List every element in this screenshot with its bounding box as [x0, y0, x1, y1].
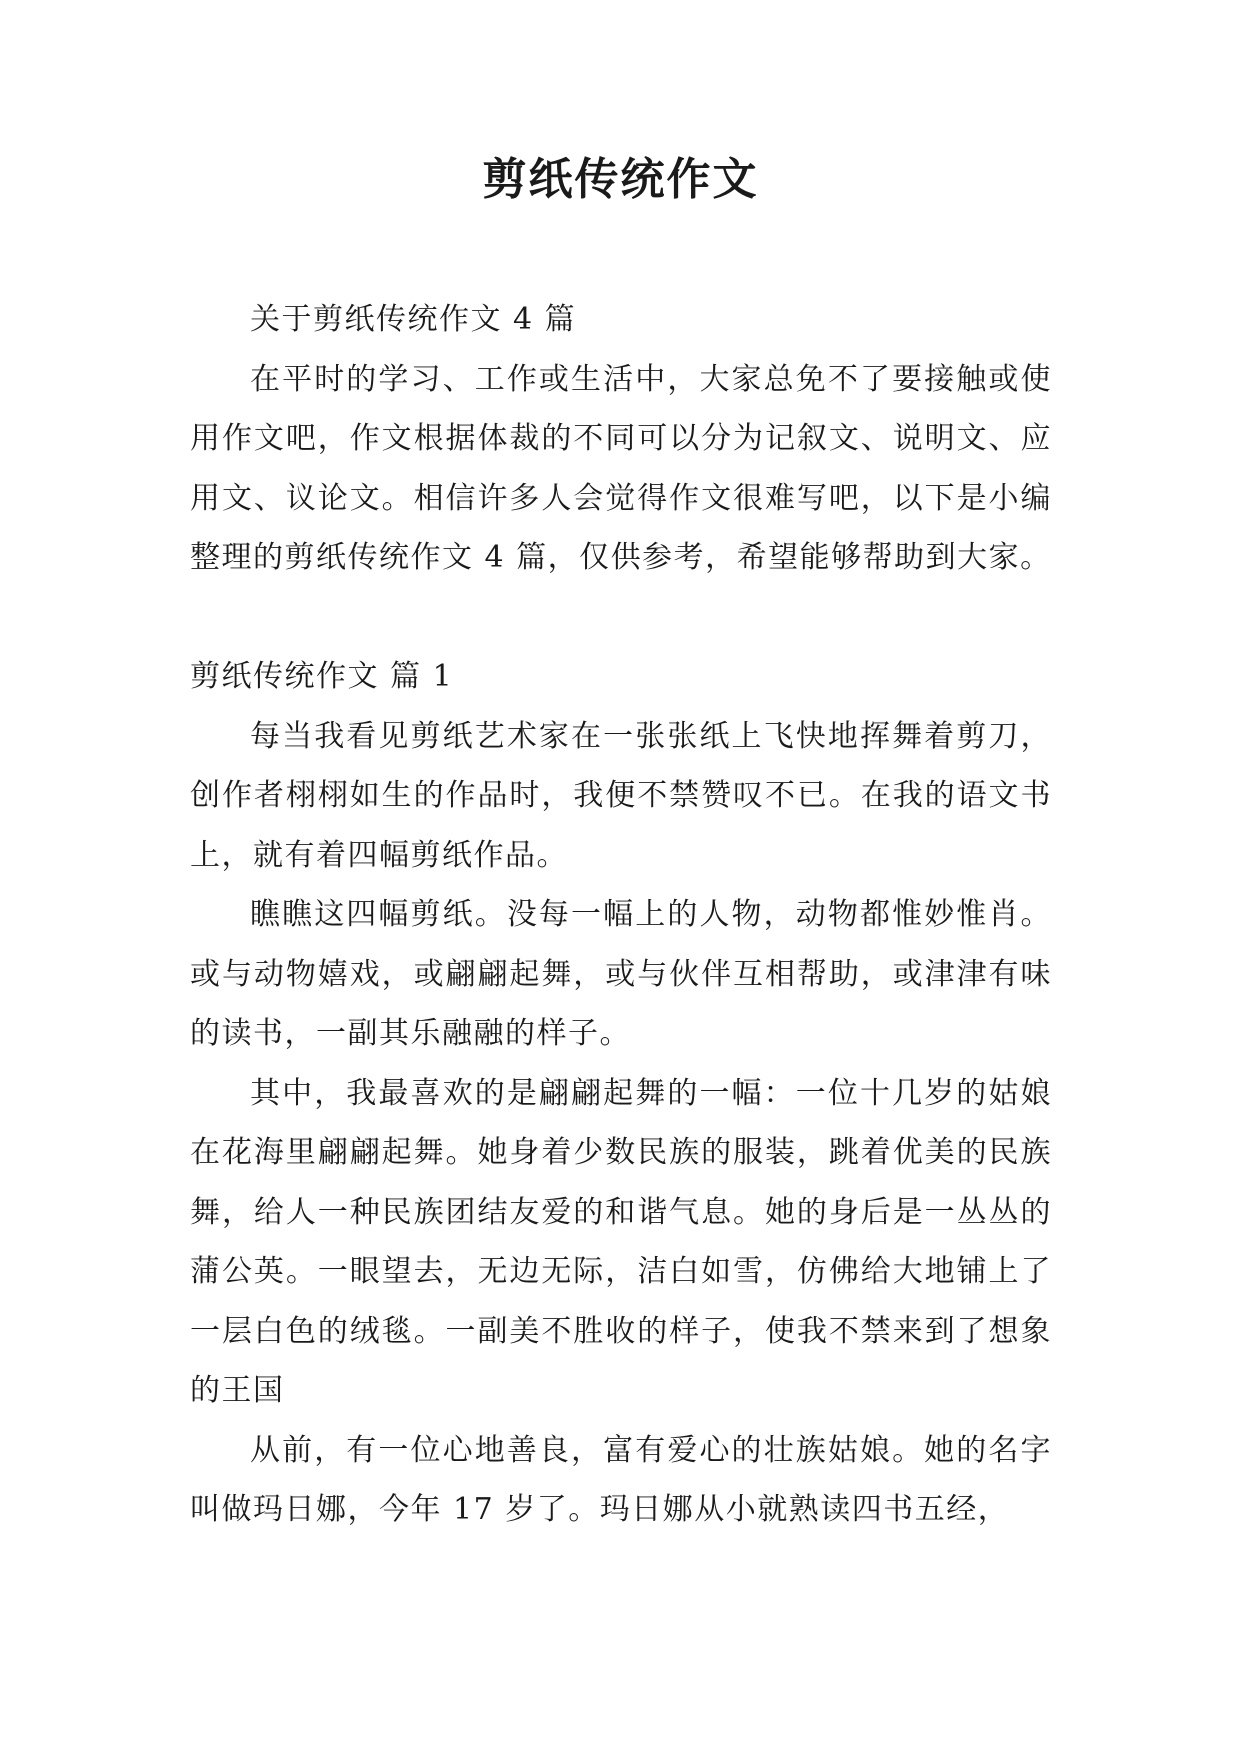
document-body	[190, 290, 1052, 1540]
page-title: 剪纸传统作文	[482, 154, 759, 205]
paragraph: 从前，有一位心地善良，富有爱心的壮族姑娘。她的名字叫做玛日娜，今年 17 岁了。玛日娜从小就熟读四书五经，	[190, 1432, 1052, 1527]
section-heading: 剪纸传统作文 篇 1	[190, 659, 454, 694]
paragraph: 其中，我最喜欢的是翩翩起舞的一幅：一位十几岁的姑娘在花海里翩翩起舞。她身着少数民族的服装，跳着优美的民族舞，给人一种民族团结友爱的和谐气息。她的身后是一丛丛的蒲公英。一眼望去，无边无际，洁白如雪，仿佛给大地铺上了一层白色的绒毯。一副美不胜收的样子，使我不禁来到了想象的王国	[190, 1075, 1052, 1408]
intro-heading: 关于剪纸传统作文 4 篇	[250, 302, 577, 337]
paragraph: 每当我看见剪纸艺术家在一张张纸上飞快地挥舞着剪刀，创作者栩栩如生的作品时，我便不禁赞叹不已。在我的语文书上，就有着四幅剪纸作品。	[190, 718, 1052, 873]
section-spacer	[190, 588, 1052, 648]
paragraph: 瞧瞧这四幅剪纸。没每一幅上的人物，动物都惟妙惟肖。或与动物嬉戏，或翩翩起舞，或与伙伴互相帮助，或津津有味的读书，一副其乐融融的样子。	[190, 897, 1052, 1051]
intro-paragraph: 在平时的学习、工作或生活中，大家总免不了要接触或使用作文吧，作文根据体裁的不同可以分为记叙文、说明文、应用文、议论文。相信许多人会觉得作文很难写吧，以下是小编整理的剪纸传统作文 4 篇，仅供参考，希望能够帮助到大家。	[190, 361, 1052, 575]
